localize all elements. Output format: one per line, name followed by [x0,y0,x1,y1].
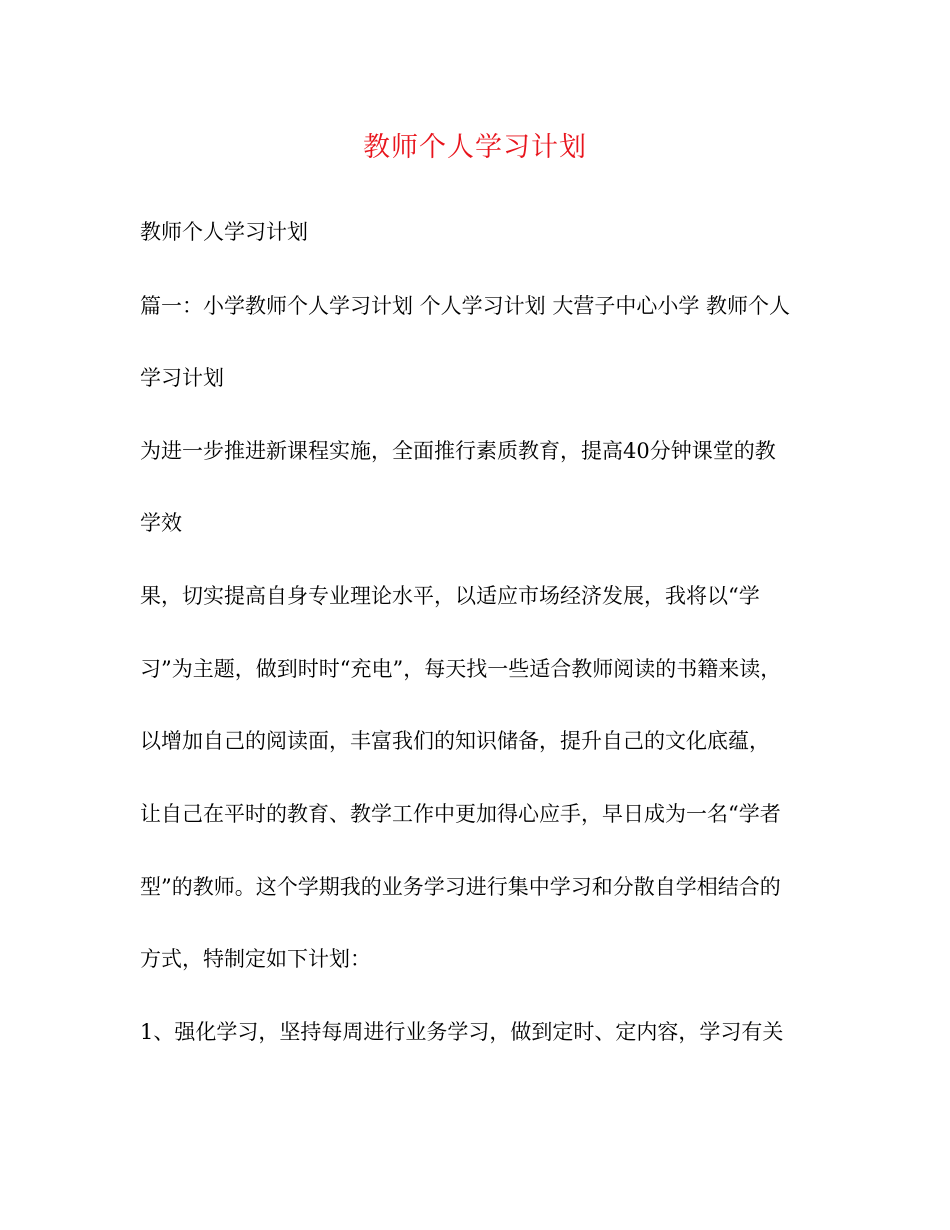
body-line: 学习计划 [140,366,224,390]
body-line: 篇一：小学教师个人学习计划 个人学习计划 大营子中心小学 教师个人 [140,294,791,318]
body-line: 方式，特制定如下计划： [140,947,371,971]
body-line: 果，切实提高自身专业理论水平，以适应市场经济发展，我将以“学 [140,584,760,608]
document-title: 教师个人学习计划 [363,132,587,163]
body-line: 1、强化学习，坚持每周进行业务学习，做到定时、定内容，学习有关 [140,1020,784,1044]
body-line: 让自己在平时的教育、教学工作中更加得心应手，早日成为一名“学者 [140,802,781,826]
body-line: 型”的教师。这个学期我的业务学习进行集中学习和分散自学相结合的 [140,875,781,899]
body-line: 教师个人学习计划 [140,220,308,244]
body-line: 以增加自己的阅读面，丰富我们的知识储备，提升自己的文化底蕴， [140,729,770,753]
body-line: 学效 [140,511,182,535]
body-line: 为进一步推进新课程实施，全面推行素质教育，提高40分钟课堂的教 [140,439,776,463]
body-line: 习”为主题，做到时时“充电”，每天找一些适合教师阅读的书籍来读， [140,657,782,681]
